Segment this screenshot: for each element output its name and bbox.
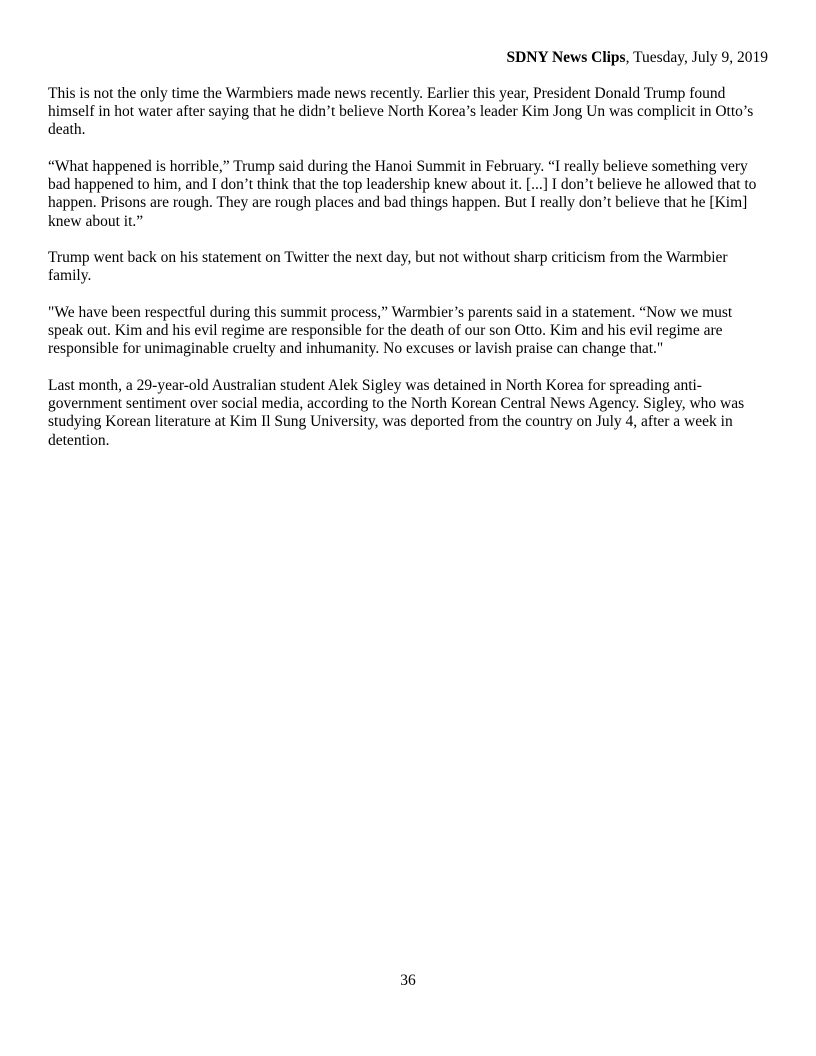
paragraph: This is not the only time the Warmbiers made news recently. Earlier this year, President Donald Trump found himself in hot water after saying that he didn’t believe North Korea’s leader Kim Jong Un was complicit in Otto’s death. [48,85,754,139]
paragraph: Trump went back on his statement on Twitter the next day, but not without sharp criticism from the Warmbier family. [48,249,728,285]
page-number: 36 [400,972,416,989]
publication-name: SDNY News Clips [506,49,626,66]
publication-date: Tuesday, July 9, 2019 [633,49,768,66]
paragraph: Last month, a 29-year-old Australian student Alek Sigley was detained in North Korea for spreading anti-government sentiment over social media, according to the North Korean Central News Agency. Sigley, who was studying Korean literature at Kim Il Sung University, was deported from the country on July 4, after a week in detention. [48,377,745,449]
page-header [506,49,768,67]
page-footer [0,972,816,990]
header-separator: , [625,49,634,66]
paragraph: “What happened is horrible,” Trump said during the Hanoi Summit in February. “I really believe something very bad happened to him, and I don’t think that the top leadership knew about it. [...] I don’t believe he allowed that to happen. Prisons are rough. They are rough places and bad things happen. But I really don’t believe that he [Kim] knew about it.” [48,158,757,230]
paragraph: "We have been respectful during this summit process,” Warmbier’s parents said in a statement. “Now we must speak out. Kim and his evil regime are responsible for the death of our son Otto. Kim and his evil regime are responsible for unimaginable cruelty and inhumanity. No excuses or lavish praise can change that." [48,304,733,358]
article-body [48,85,770,468]
